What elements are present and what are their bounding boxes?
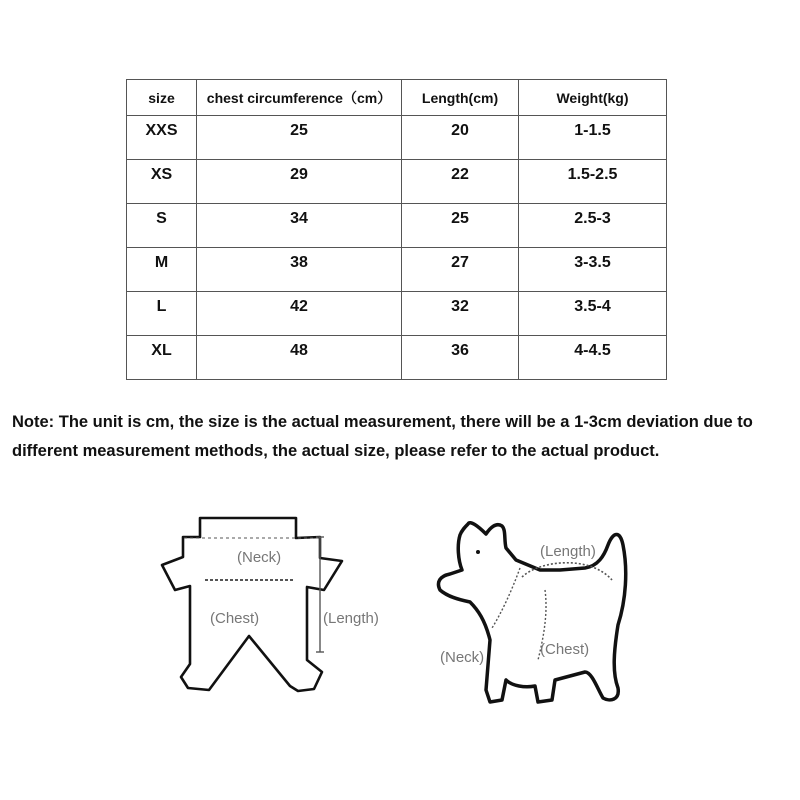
cell-chest: 48 [197, 336, 402, 380]
cell-length: 25 [402, 204, 519, 248]
cell-chest: 25 [197, 116, 402, 160]
cell-size: L [127, 292, 197, 336]
cell-length: 36 [402, 336, 519, 380]
cell-length: 20 [402, 116, 519, 160]
cell-size: XXS [127, 116, 197, 160]
header-chest: chest circumference（cm） [197, 80, 402, 116]
cell-weight: 3.5-4 [519, 292, 667, 336]
dog-chest-label: (Chest) [540, 641, 590, 658]
cell-chest: 34 [197, 204, 402, 248]
dog-length-label: (Length) [540, 543, 596, 560]
table-row [127, 336, 667, 380]
size-note: Note: The unit is cm, the size is the actual measurement, there will be a 1-3cm deviation due to different measurement methods, the actual size, please refer to the actual product. [12, 413, 753, 460]
cell-size: XL [127, 336, 197, 380]
header-length: Length(cm) [402, 80, 519, 116]
header-size: size [127, 80, 197, 116]
header-weight: Weight(kg) [519, 80, 667, 116]
cell-length: 22 [402, 160, 519, 204]
cell-size: S [127, 204, 197, 248]
size-table [126, 79, 667, 380]
cell-size: M [127, 248, 197, 292]
cell-weight: 3-3.5 [519, 248, 667, 292]
cell-weight: 4-4.5 [519, 336, 667, 380]
table-row [127, 204, 667, 248]
dog-neck-label: (Neck) [440, 649, 485, 666]
cell-chest: 29 [197, 160, 402, 204]
garment-neck-label: (Neck) [237, 549, 282, 566]
table-row [127, 160, 667, 204]
garment-chest-label: (Chest) [210, 610, 260, 627]
cell-length: 27 [402, 248, 519, 292]
garment-length-label: (Length) [323, 610, 379, 627]
dog-eye [476, 550, 480, 554]
cell-chest: 42 [197, 292, 402, 336]
table-row [127, 116, 667, 160]
dog-diagram [430, 510, 650, 710]
table-row [127, 292, 667, 336]
dog-neck-dashed [492, 568, 520, 628]
table-row [127, 248, 667, 292]
garment-outline [162, 518, 342, 691]
cell-length: 32 [402, 292, 519, 336]
cell-weight: 2.5-3 [519, 204, 667, 248]
garment-diagram [160, 505, 400, 715]
cell-size: XS [127, 160, 197, 204]
cell-weight: 1-1.5 [519, 116, 667, 160]
cell-chest: 38 [197, 248, 402, 292]
dog-outline [438, 523, 625, 702]
cell-weight: 1.5-2.5 [519, 160, 667, 204]
dog-length-dashed [522, 563, 612, 580]
table-header-row [127, 80, 667, 116]
